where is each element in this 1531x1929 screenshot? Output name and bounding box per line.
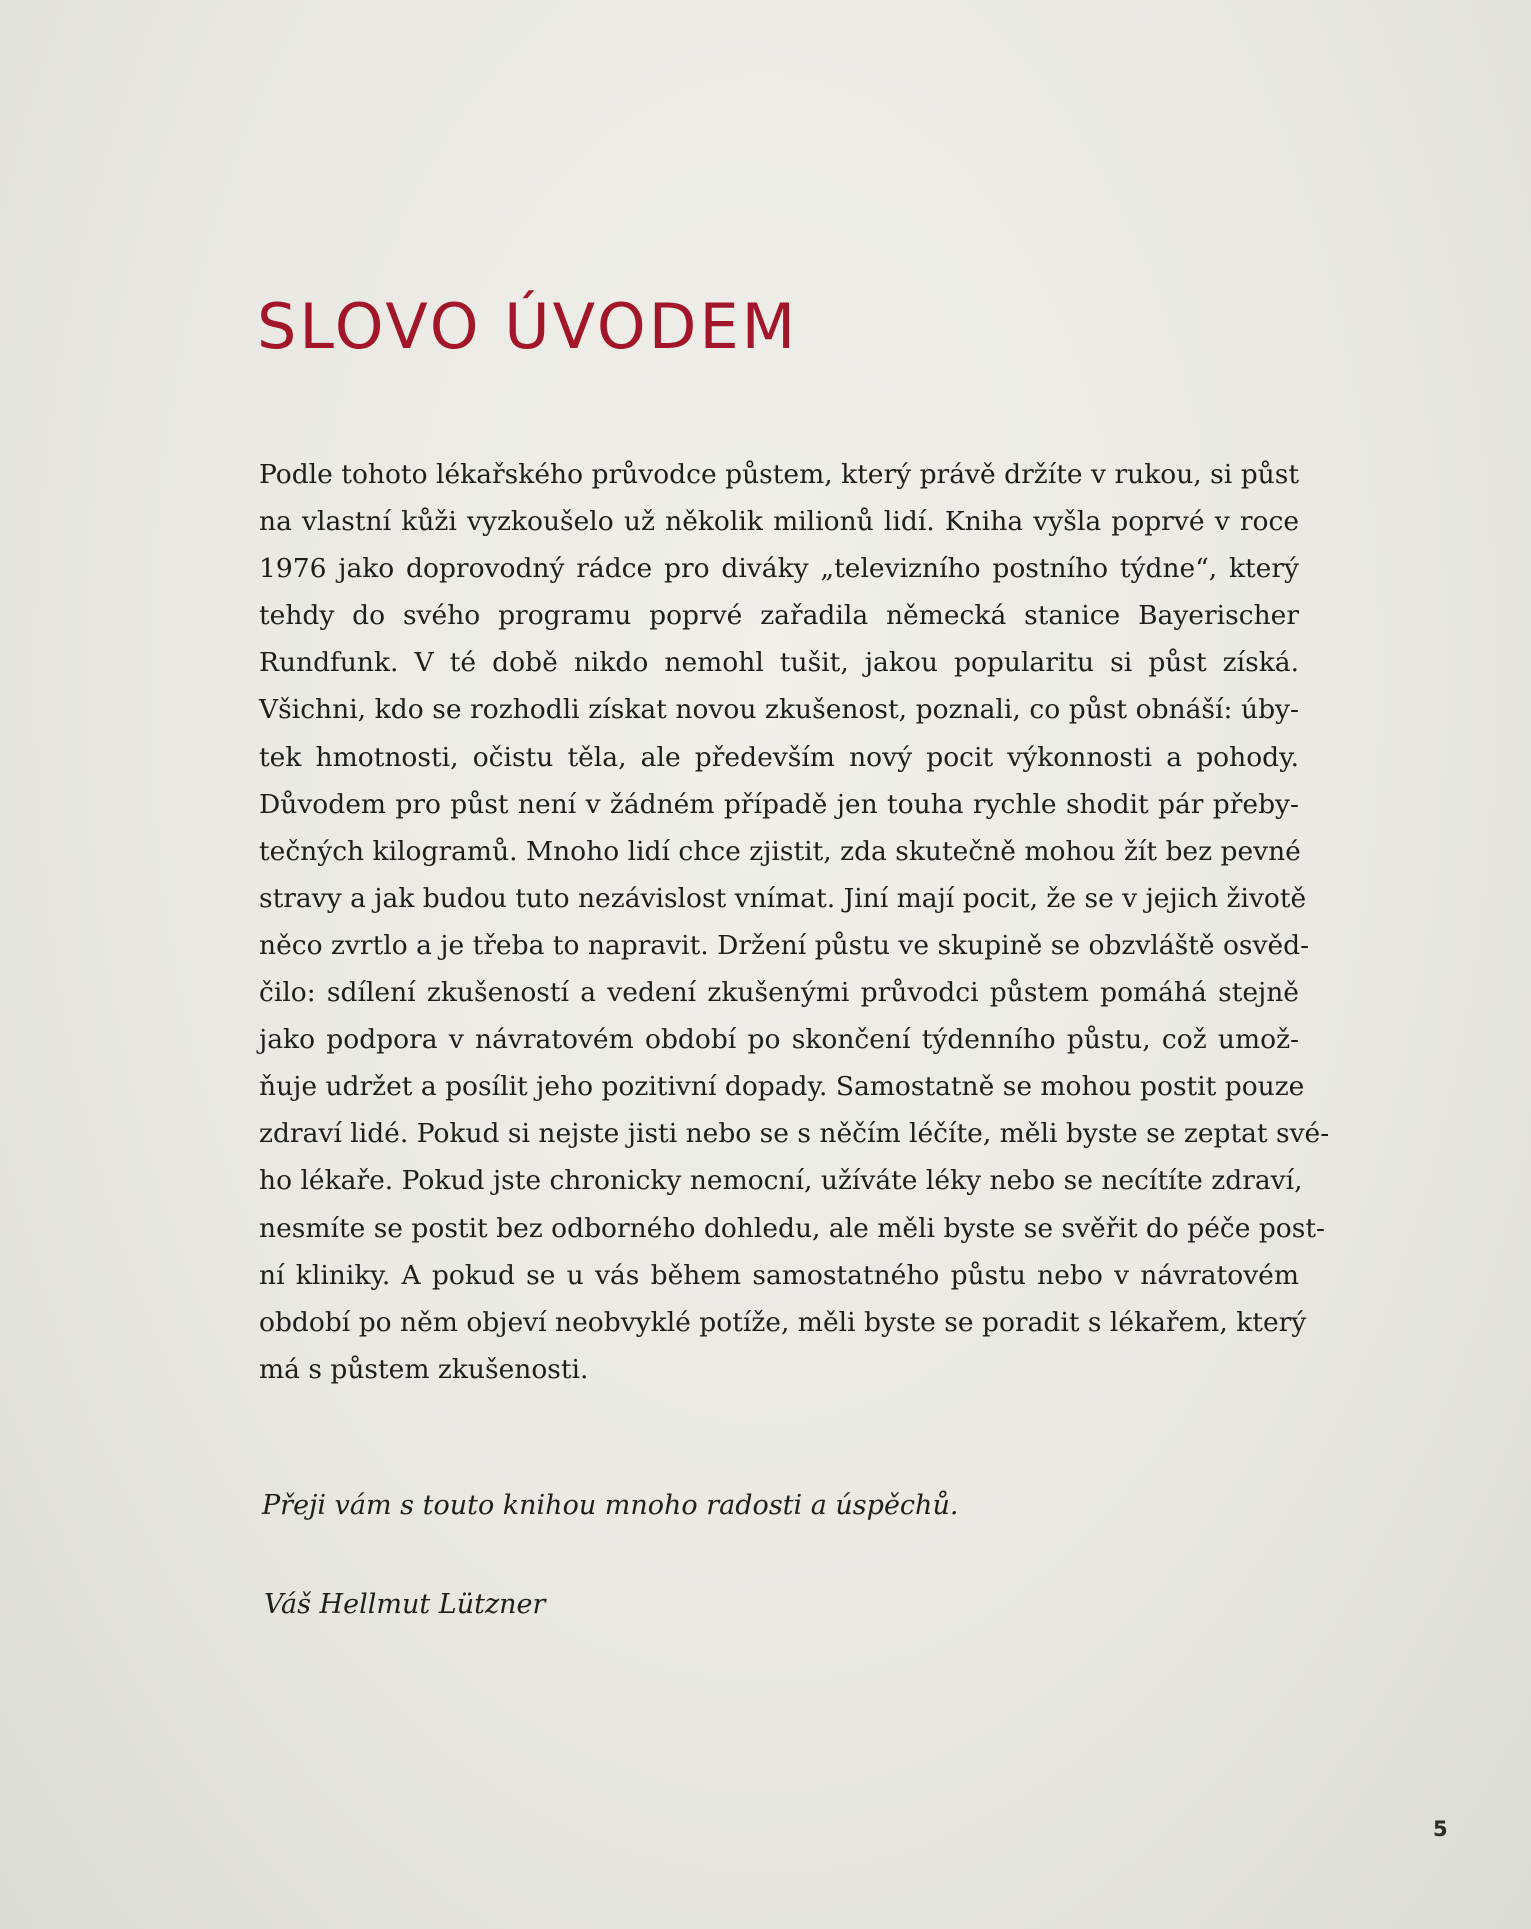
page-number: 5 [1433, 1817, 1448, 1841]
paragraph-line: stravy a jak budou tuto nezávislost vnímat. Jiní mají pocit, že se v jejich životě [259, 882, 1307, 914]
page-title: SLOVO ÚVODEM [257, 290, 799, 363]
paragraph-line: Důvodem pro půst není v žádném případě jen touha rychle shodit pár přeby- [259, 788, 1299, 820]
closing-wish: Přeji vám s touto knihou mnoho radosti a úspěchů. [262, 1490, 959, 1521]
intro-paragraph [259, 451, 1330, 1393]
paragraph-line: Podle tohoto lékařského průvodce půstem, který právě držíte v rukou, si půst [259, 459, 1299, 490]
paragraph-line: zdraví lidé. Pokud si nejste jisti nebo se s něčím léčíte, měli byste se zeptat své- [259, 1118, 1330, 1150]
author-signature: Váš Hellmut Lützner [264, 1589, 546, 1620]
paragraph-line: 1976 jako doprovodný rádce pro diváky „televizního postního týdne“, který [259, 553, 1299, 585]
paragraph-line: Všichni, kdo se rozhodli získat novou zkušenost, poznali, co půst obnáší: úby- [259, 694, 1299, 726]
paragraph-line: Rundfunk. V té době nikdo nemohl tušit, jakou popularitu si půst získá. [259, 647, 1299, 679]
paragraph-line: něco zvrtlo a je třeba to napravit. Držení půstu ve skupině se obzvláště osvěd- [259, 929, 1310, 961]
paragraph-line: tečných kilogramů. Mnoho lidí chce zjistit, zda skutečně mohou žít bez pevné [259, 835, 1301, 867]
paragraph-line: čilo: sdílení zkušeností a vedení zkušenými průvodci půstem pomáhá stejně [259, 977, 1299, 1009]
paragraph-line: tehdy do svého programu poprvé zařadila německá stanice Bayerischer [259, 600, 1299, 632]
paragraph-line: období po něm objeví neobvyklé potíže, měli byste se poradit s lékařem, který [259, 1306, 1307, 1338]
paragraph-line: ňuje udržet a posílit jeho pozitivní dopady. Samostatně se mohou postit pouze [259, 1071, 1305, 1103]
paragraph-line: jako podpora v návratovém období po skončení týdenního půstu, což umož- [259, 1024, 1299, 1056]
paragraph-line: tek hmotnosti, očistu těla, ale především nový pocit výkonnosti a pohody. [259, 741, 1299, 773]
paragraph-line: nesmíte se postit bez odborného dohledu, ale měli byste se svěřit do péče post- [259, 1212, 1325, 1244]
paragraph-line: na vlastní kůži vyzkoušelo už několik milionů lidí. Kniha vyšla poprvé v roce [259, 506, 1299, 538]
paragraph-line: ho lékaře. Pokud jste chronicky nemocní, užíváte léky nebo se necítíte zdraví, [259, 1165, 1303, 1197]
paragraph-line: má s půstem zkušenosti. [259, 1353, 589, 1385]
paragraph-line: ní kliniky. A pokud se u vás během samostatného půstu nebo v návratovém [259, 1259, 1299, 1291]
